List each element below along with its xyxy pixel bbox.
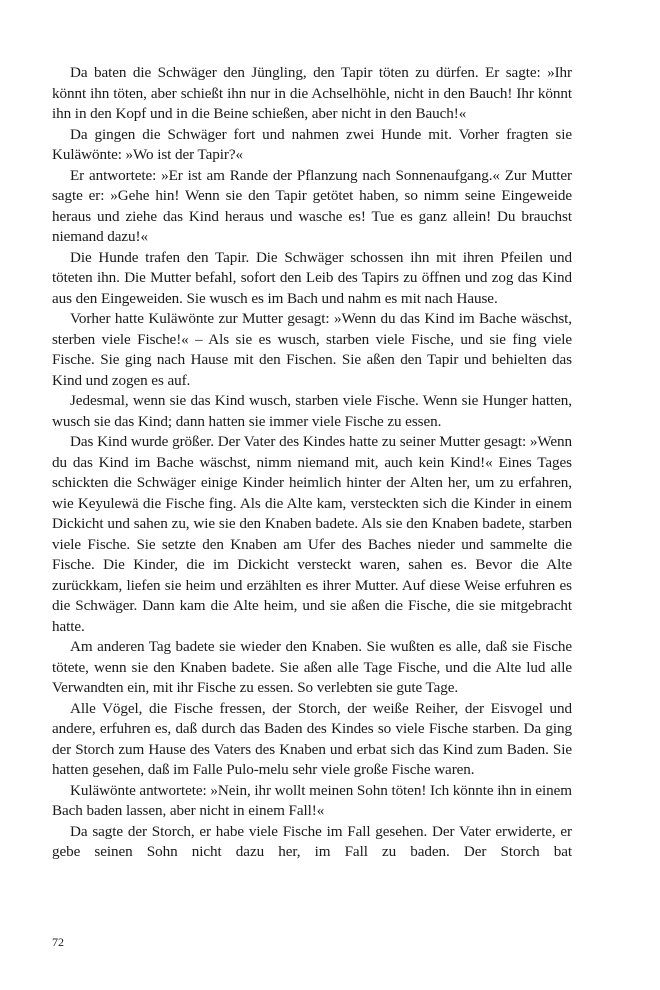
paragraph-8: Am anderen Tag badete sie wieder den Knaben. Sie wußten es alle, daß sie Fische tötete, wenn sie den Knaben badete. Sie aßen alle Tage Fische, und die Alte lud alle Verwandten ein, mit ihr Fische zu essen. So verlebten sie gute Tage. bbox=[52, 638, 572, 696]
page-body bbox=[52, 63, 572, 863]
paragraph-2: Da gingen die Schwäger fort und nahmen zwei Hunde mit. Vorher fragten sie Kuläwönte: »Wo ist der Tapir?« bbox=[52, 125, 572, 163]
paragraph-11: Da sagte der Storch, er habe viele Fische im Fall gesehen. Der Vater erwiderte, er gebe seinen Sohn nicht dazu her, im Fall zu baden. Der Storch bat bbox=[52, 822, 572, 860]
paragraph-1: Da baten die Schwäger den Jüngling, den Tapir töten zu dürfen. Er sagte: »Ihr könnt ihn töten, aber schießt ihn nur in die Achselhöhle, nicht in den Bauch! Ihr könnt ihn in den Kopf und in die Beine schießen, aber nicht in den Bauch!« bbox=[52, 64, 572, 122]
paragraph-6: Jedesmal, wenn sie das Kind wusch, starben viele Fische. Wenn sie Hunger hatten, wusch sie das Kind; dann hatten sie immer viele Fische zu essen. bbox=[52, 392, 572, 430]
paragraph-5: Vorher hatte Kuläwönte zur Mutter gesagt: »Wenn du das Kind im Bache wäschst, sterben viele Fische!« – Als sie es wusch, starben viele Fische, und sie fing viele Fische. Sie ging nach Hause mit den Fischen. Sie aßen den Tapir und behielten das Kind und zogen es auf. bbox=[52, 310, 572, 389]
paragraph-7: Das Kind wurde größer. Der Vater des Kindes hatte zu seiner Mutter gesagt: »Wenn du das Kind im Bache wäschst, nimm niemand mit, auch kein Kind!« Eines Tages schickten die Schwäger einige Kinder heimlich hinter der Alten her, um zu erfahren, wie Keyulewä die Fische fing. Als die Alte kam, versteckten sich die Kinder in einem Dickicht und sahen zu, wie sie den Knaben badete. Als sie den Knaben badete, starben viele Fische. Sie setzte den Knaben am Ufer des Baches nieder und sammelte die Fische. Die Kinder, die im Dickicht versteckt waren, sahen es. Bevor die Alte zurückkam, liefen sie heim und erzählten es ihrer Mutter. Auf diese Weise erfuhren es die Schwäger. Dann kam die Alte heim, und sie aßen die Fische, die sie mitgebracht hatte. bbox=[52, 433, 572, 635]
paragraph-4: Die Hunde trafen den Tapir. Die Schwäger schossen ihn mit ihren Pfeilen und töteten ihn. Die Mutter befahl, sofort den Leib des Tapirs zu öffnen und zog das Kind aus den Eingeweiden. Sie wusch es im Bach und nahm es mit nach Hause. bbox=[52, 248, 572, 307]
paragraph-10: Kuläwönte antwortete: »Nein, ihr wollt meinen Sohn töten! Ich könnte ihn in einem Bach baden lassen, aber nicht in einem Fall!« bbox=[52, 781, 572, 819]
paragraph-9: Alle Vögel, die Fische fressen, der Storch, der weiße Reiher, der Eisvogel und andere, erfuhren es, daß durch das Baden des Kindes so viele Fische starben. Da ging der Storch zum Hause des Vaters des Knaben und erbat sich das Kind zum Baden. Sie hatten gesehen, daß im Falle Pulo-melu sehr viele große Fische waren. bbox=[52, 699, 572, 778]
page-number: 72 bbox=[52, 935, 64, 949]
paragraph-3: Er antwortete: »Er ist am Rande der Pflanzung nach Sonnenaufgang.« Zur Mutter sagte er: »Gehe hin! Wenn sie den Tapir getötet haben, so nimm seine Eingeweide heraus und ziehe das Kind heraus und wasche es! Tue es ganz allein! Du brauchst niemand dazu!« bbox=[52, 166, 572, 245]
